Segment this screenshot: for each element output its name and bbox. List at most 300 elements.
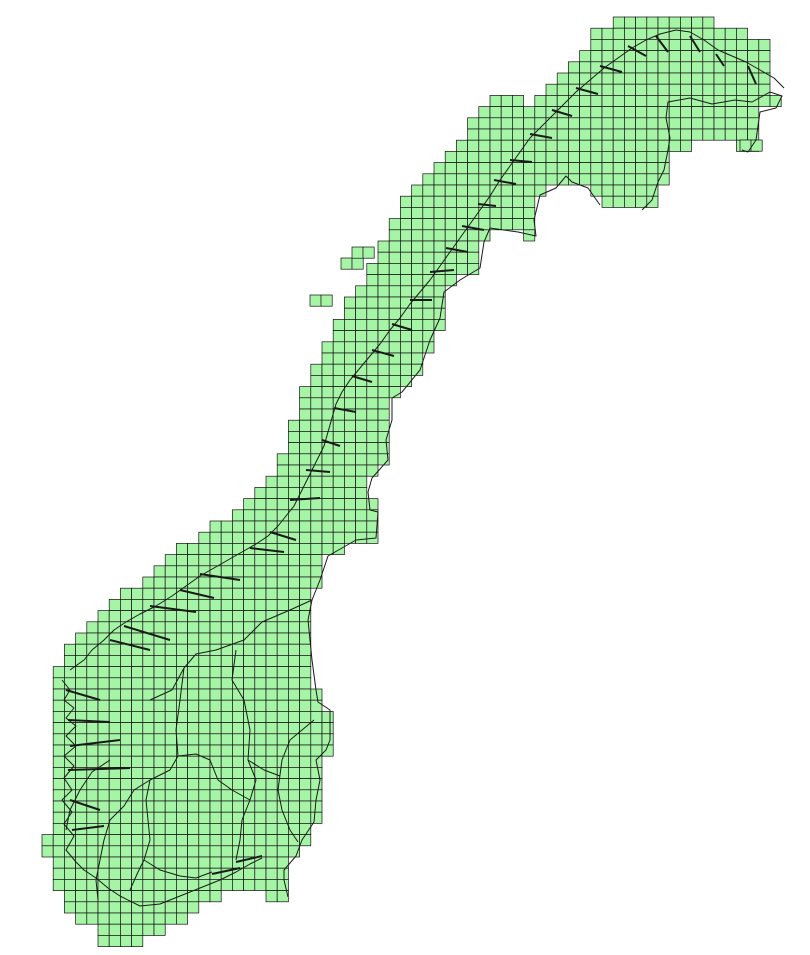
grid-cell [389,252,400,263]
grid-cell [300,566,311,577]
grid-cell [356,499,367,510]
grid-cell [165,868,176,879]
grid-cell [165,700,176,711]
grid-cell [636,118,647,129]
grid-cell [479,185,490,196]
grid-cell [176,868,187,879]
grid-cell [154,723,165,734]
grid-cell [266,577,277,588]
grid-cell [557,118,568,129]
grid-cell [277,577,288,588]
grid-cell [176,913,187,924]
grid-cell [300,756,311,767]
grid-cell [736,39,747,50]
grid-cell [624,163,635,174]
grid-cell [199,734,210,745]
grid-cell [53,779,64,790]
grid-cell [266,700,277,711]
grid-cell [266,734,277,745]
grid-cell [199,723,210,734]
grid-cell [255,655,266,666]
grid-cell [468,252,479,263]
grid-cell [434,174,445,185]
grid-cell [165,577,176,588]
grid-cell [132,902,143,913]
grid-cell [322,543,333,554]
grid-cell [266,566,277,577]
grid-cell [87,790,98,801]
grid-cell [580,129,591,140]
grid-cell [176,700,187,711]
grid-cell [132,611,143,622]
grid-cell [132,879,143,890]
grid-cell [154,779,165,790]
grid-cell [132,801,143,812]
grid-cell [288,655,299,666]
grid-cell [255,734,266,745]
grid-cell-island [310,295,321,306]
grid-cell [232,532,243,543]
grid-cell [311,420,322,431]
grid-cell [389,275,400,286]
grid-cell [132,846,143,857]
grid-cell [736,84,747,95]
grid-cell [300,812,311,823]
grid-cell [232,588,243,599]
grid-cell [277,734,288,745]
grid-cell [703,129,714,140]
grid-cell [714,129,725,140]
grid-cell [98,622,109,633]
grid-cell [143,902,154,913]
grid-cell [501,219,512,230]
grid-cell [591,95,602,106]
grid-cell [434,319,445,330]
grid-cell [367,297,378,308]
grid-cell [165,667,176,678]
grid-cell [76,633,87,644]
grid-cell [624,95,635,106]
grid-cell [333,420,344,431]
grid-cell [400,375,411,386]
grid-cell [154,700,165,711]
grid-cell [165,913,176,924]
grid-cell [109,935,120,946]
grid-cell [322,532,333,543]
grid-cell [255,532,266,543]
grid-cell [277,566,288,577]
grid-cell [624,129,635,140]
grid-cell [143,745,154,756]
grid-cell [300,487,311,498]
grid-cell [300,678,311,689]
grid-cell [434,219,445,230]
grid-cell [445,185,456,196]
grid-cell [154,611,165,622]
grid-cell [132,935,143,946]
grid-cell [300,790,311,801]
grid-cell [255,499,266,510]
grid-cell [311,398,322,409]
grid-cell [512,196,523,207]
grid-cell [154,734,165,745]
grid-cell [479,151,490,162]
grid-cell [154,835,165,846]
grid-cell [456,219,467,230]
grid-cell [53,812,64,823]
grid-cell [165,812,176,823]
grid-cell [501,118,512,129]
grid-cell [266,588,277,599]
grid-cell [300,555,311,566]
grid-cell [277,611,288,622]
grid-cell [255,678,266,689]
grid-cell [468,129,479,140]
grid-cell [87,723,98,734]
grid-cell [602,185,613,196]
grid-cell [210,622,221,633]
grid-cell [479,107,490,118]
grid-cell [613,73,624,84]
grid-cell [109,711,120,722]
grid-cell [434,230,445,241]
grid-cell [188,812,199,823]
grid-cell [109,667,120,678]
grid-cell [602,196,613,207]
grid-cell [120,779,131,790]
grid-cell [624,140,635,151]
grid-cell [748,51,759,62]
grid-cell [132,667,143,678]
grid-cell [255,835,266,846]
grid-cell [680,39,691,50]
grid-cell [87,823,98,834]
grid-cell [546,140,557,151]
grid-cell [512,107,523,118]
grid-cell [76,902,87,913]
grid-cell [277,835,288,846]
grid-cell [468,118,479,129]
grid-cell [389,241,400,252]
grid-cell [378,431,389,442]
grid-cell [613,140,624,151]
grid-cell [87,655,98,666]
grid-cell [434,241,445,252]
grid-cell [333,521,344,532]
grid-cell [412,342,423,353]
grid-cell [277,801,288,812]
grid-cell [232,599,243,610]
grid-cell [277,454,288,465]
grid-cell [176,846,187,857]
grid-cell [356,387,367,398]
grid-cell [580,118,591,129]
grid-cell [98,678,109,689]
grid-cell [221,521,232,532]
grid-cell [658,163,669,174]
grid-cell [311,767,322,778]
grid-cell [456,163,467,174]
grid-cell [244,499,255,510]
grid-cell [613,39,624,50]
grid-cell [120,913,131,924]
grid-cell [288,454,299,465]
grid-cell [322,454,333,465]
grid-cell [277,723,288,734]
grid-cell [725,39,736,50]
grid-cell [199,689,210,700]
grid-cell [490,107,501,118]
grid-cell [602,28,613,39]
grid-cell [703,95,714,106]
grid-cell [356,454,367,465]
grid-cell [490,118,501,129]
grid-cell [288,689,299,700]
grid-cell [288,622,299,633]
grid-cell [98,779,109,790]
grid-cell [591,107,602,118]
grid-cell [244,577,255,588]
grid-cell [288,678,299,689]
grid-cell [244,644,255,655]
grid-cell [266,599,277,610]
grid-cell [288,644,299,655]
grid-cell [87,745,98,756]
grid-cell [42,846,53,857]
grid-cell [703,62,714,73]
grid-cell [669,84,680,95]
grid-cell [244,655,255,666]
grid-cell [288,465,299,476]
grid-cell [266,555,277,566]
grid-cell [244,510,255,521]
grid-cell [266,711,277,722]
grid-cell [714,107,725,118]
grid-cell [636,196,647,207]
grid-cell [311,566,322,577]
grid-cell [188,801,199,812]
grid-cell [412,230,423,241]
grid-cell [98,924,109,935]
grid-cell [244,566,255,577]
grid-cell [714,73,725,84]
grid-cell [210,823,221,834]
grid-cell [120,868,131,879]
grid-cell [255,689,266,700]
grid-cell [232,879,243,890]
grid-cell [176,555,187,566]
grid-cell [165,555,176,566]
grid-cell [210,835,221,846]
grid-cell [311,454,322,465]
grid-cell [669,62,680,73]
grid-cell [636,73,647,84]
grid-cell [333,499,344,510]
grid-cell [109,857,120,868]
grid-cell [232,566,243,577]
grid-cell [210,711,221,722]
grid-cell [255,644,266,655]
grid-cell [199,790,210,801]
grid-cell [244,588,255,599]
grid-cell [322,711,333,722]
grid-cell [176,566,187,577]
grid-cell [423,286,434,297]
grid-cell [759,51,770,62]
grid-cell [311,801,322,812]
grid-cell [165,823,176,834]
grid-cell [300,499,311,510]
grid-cell [434,275,445,286]
grid-cell [143,711,154,722]
grid-cell [199,857,210,868]
grid-cell [154,913,165,924]
grid-cell [132,689,143,700]
grid-cell [445,263,456,274]
grid-cell [132,756,143,767]
grid-cell [132,812,143,823]
grid-cell [199,655,210,666]
grid-cell [535,140,546,151]
grid-cell [143,891,154,902]
grid-cell [322,398,333,409]
grid-cell [255,779,266,790]
grid-cell [199,767,210,778]
grid-cell [412,252,423,263]
grid-cell [221,588,232,599]
grid-cell [143,723,154,734]
grid-cell [423,319,434,330]
grid-cell [288,700,299,711]
grid-cell [613,163,624,174]
grid-cell [120,790,131,801]
grid-cell [591,151,602,162]
grid-cell [344,297,355,308]
grid-cell [277,711,288,722]
grid-cell [356,331,367,342]
grid-cell [109,846,120,857]
grid-cell [524,163,535,174]
grid-cell [188,767,199,778]
grid-cell [210,611,221,622]
grid-cell [356,465,367,476]
grid-cell [143,879,154,890]
grid-cell [210,879,221,890]
grid-cell [188,555,199,566]
grid-cell [143,756,154,767]
grid-cell [132,700,143,711]
grid-cell [445,151,456,162]
grid-cell [400,207,411,218]
grid-cell [378,319,389,330]
grid-cell [692,118,703,129]
grid-cell [748,107,759,118]
grid-cell [356,308,367,319]
grid-cell [87,779,98,790]
grid-cell [423,219,434,230]
grid-cell [221,700,232,711]
grid-cell [132,633,143,644]
grid-cell [176,835,187,846]
grid-cell [199,555,210,566]
grid-cell [568,118,579,129]
grid-cell [658,73,669,84]
grid-cell [412,319,423,330]
grid-cell [311,532,322,543]
grid-cell [669,39,680,50]
grid-cell [736,118,747,129]
grid-cell [356,297,367,308]
grid-cell [624,151,635,162]
grid-cell [232,521,243,532]
grid-cell [311,476,322,487]
grid-cell [658,84,669,95]
grid-cell [98,723,109,734]
grid-cell [132,913,143,924]
grid-cell [64,891,75,902]
grid-cell [300,532,311,543]
grid-cell [132,723,143,734]
grid-cell [613,174,624,185]
grid-cell [120,857,131,868]
grid-cell [356,476,367,487]
grid-cell [98,700,109,711]
grid-cell [412,263,423,274]
grid-cell [412,219,423,230]
grid-cell [300,431,311,442]
grid-cell [602,151,613,162]
grid-cell [669,17,680,28]
grid-cell [602,140,613,151]
grid-cell [322,364,333,375]
grid-cell [356,521,367,532]
grid-cell [311,510,322,521]
grid-cell [244,823,255,834]
grid-cell [176,543,187,554]
grid-cell [109,700,120,711]
grid-cell [512,185,523,196]
grid-cell [344,476,355,487]
grid-cell [333,375,344,386]
grid-cell [199,801,210,812]
grid-cell [165,611,176,622]
grid-cell [479,174,490,185]
grid-cell [176,790,187,801]
grid-cell [748,118,759,129]
grid-cell [199,644,210,655]
grid-cell [154,756,165,767]
grid-cell [232,543,243,554]
grid-cell [389,364,400,375]
grid-cell [725,51,736,62]
grid-cell [468,241,479,252]
grid-cell [468,185,479,196]
grid-cell [591,39,602,50]
grid-cell [277,767,288,778]
grid-cell [98,846,109,857]
grid-cell [165,566,176,577]
grid-cell [400,364,411,375]
grid-cell [76,678,87,689]
grid-cell [176,779,187,790]
grid-cell [647,140,658,151]
grid-cell [669,73,680,84]
grid-cell [132,734,143,745]
grid-cell [535,174,546,185]
grid-cell [143,577,154,588]
grid-cell [378,398,389,409]
grid-cell [98,902,109,913]
